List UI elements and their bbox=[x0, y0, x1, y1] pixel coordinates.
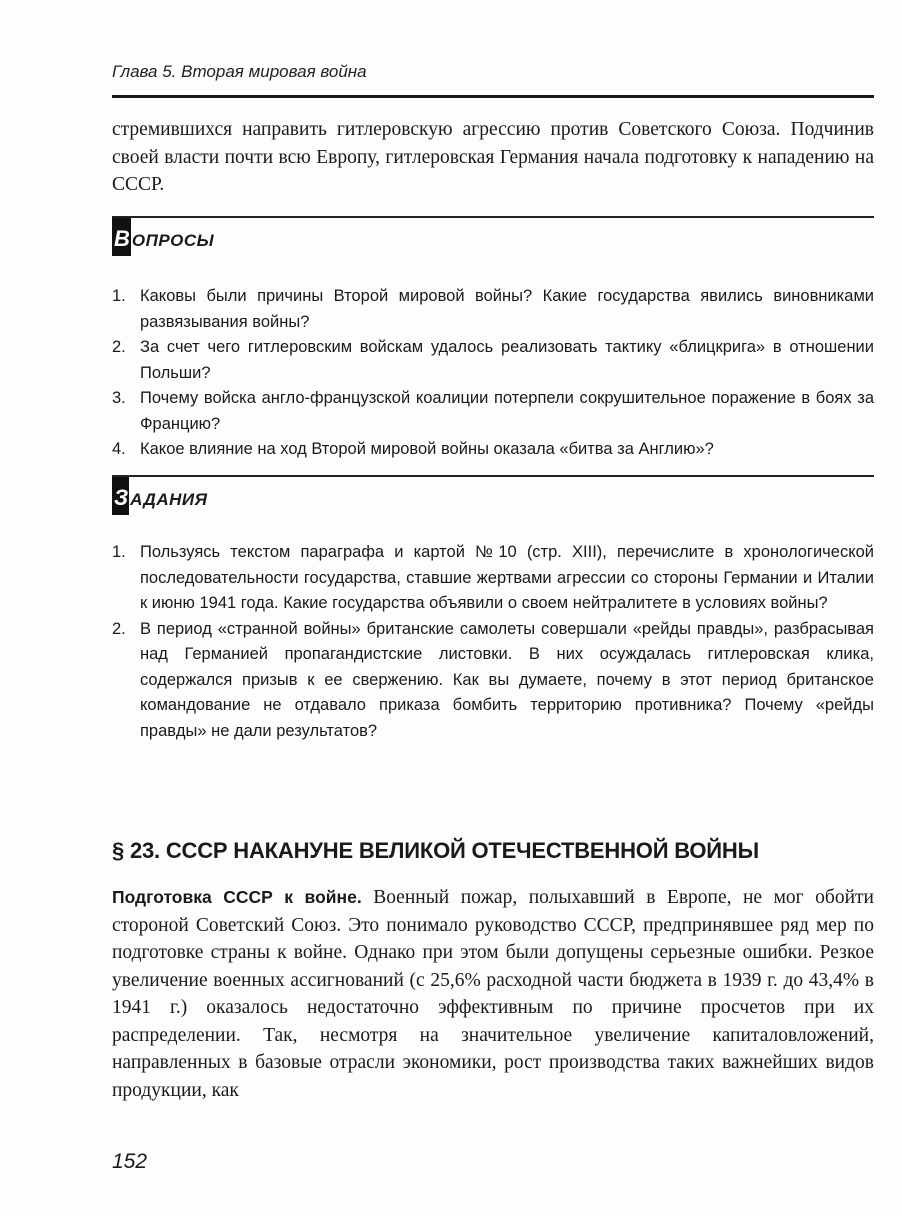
question-item: 2. За счет чего гитлеровским войскам удалось реализовать тактику «блицкрига» в отношении Польши? bbox=[112, 338, 874, 382]
section-title: § 23. СССР НАКАНУНЕ ВЕЛИКОЙ ОТЕЧЕСТВЕННОЙ ВОЙНЫ bbox=[112, 838, 759, 863]
question-item: 3. Почему войска англо-французской коалиции потерпели сокрушительное поражение в боях за Францию? bbox=[112, 389, 874, 433]
tasks-heading-cap: З bbox=[112, 477, 129, 515]
tasks-heading bbox=[112, 477, 208, 515]
section-body bbox=[112, 884, 874, 1104]
questions-list bbox=[112, 284, 874, 463]
tasks-rule bbox=[112, 475, 874, 477]
questions-rule bbox=[112, 216, 874, 218]
task-item: 2. В период «странной войны» британские самолеты совершали «рейды правды», разбрасывая над Германией пропагандистские листовки. В них осуждалась гитлеровская клика, содержался призыв к ее свержению. Как вы думаете, почему в этот период британское командование не отдавало приказа бомбить территорию противника? Почему «рейды правды» не дали результатов? bbox=[112, 619, 874, 740]
section-body-text: Военный пожар, полыхавший в Европе, не мог обойти стороной Советский Союз. Это понимало руководство СССР, предпринявшее ряд мер по подготовке страны к войне. Однако при этом были допущены серьезные ошибки. Резкое увеличение военных ассигнований (с 25,6% расходной части бюджета в 1939 г. до 43,4% в 1941 г.) оказалось недостаточно эффективным по причине просчетов при их распределении. Так, несмотря на значительное увеличение капиталовложений, направленных в базовые отрасли экономики, рост производства таких важнейших видов продукции, как bbox=[112, 887, 874, 1101]
intro-paragraph: стремившихся направить гитлеровскую агрессию против Советского Союза. Подчинив своей власти почти всю Европу, гитлеровская Германия начала подготовку к нападению на СССР. bbox=[112, 119, 874, 195]
tasks-heading-rest: АДАНИЯ bbox=[130, 490, 208, 509]
section-lead: Подготовка СССР к войне. bbox=[112, 887, 362, 907]
questions-heading bbox=[112, 218, 214, 256]
running-head: Глава 5. Вторая мировая война bbox=[112, 62, 367, 81]
tasks-list bbox=[112, 540, 874, 744]
question-item: 1. Каковы были причины Второй мировой войны? Какие государства явились виновниками развязывания войны? bbox=[112, 287, 874, 331]
questions-heading-rest: ОПРОСЫ bbox=[131, 231, 215, 250]
questions-heading-cap: В bbox=[112, 218, 131, 256]
task-item: 1. Пользуясь текстом параграфа и картой №10 (стр. XIII), перечислите в хронологической последовательности государства, ставшие жертвами агрессии со стороны Германии и Италии к июню 1941 года. Какие государства объявили о своем нейтралитете в условиях войны? bbox=[112, 543, 874, 612]
header-rule bbox=[112, 95, 874, 98]
page-number: 152 bbox=[112, 1150, 148, 1173]
question-item: 4. Какое влияние на ход Второй мировой войны оказала «битва за Англию»? bbox=[112, 440, 714, 458]
